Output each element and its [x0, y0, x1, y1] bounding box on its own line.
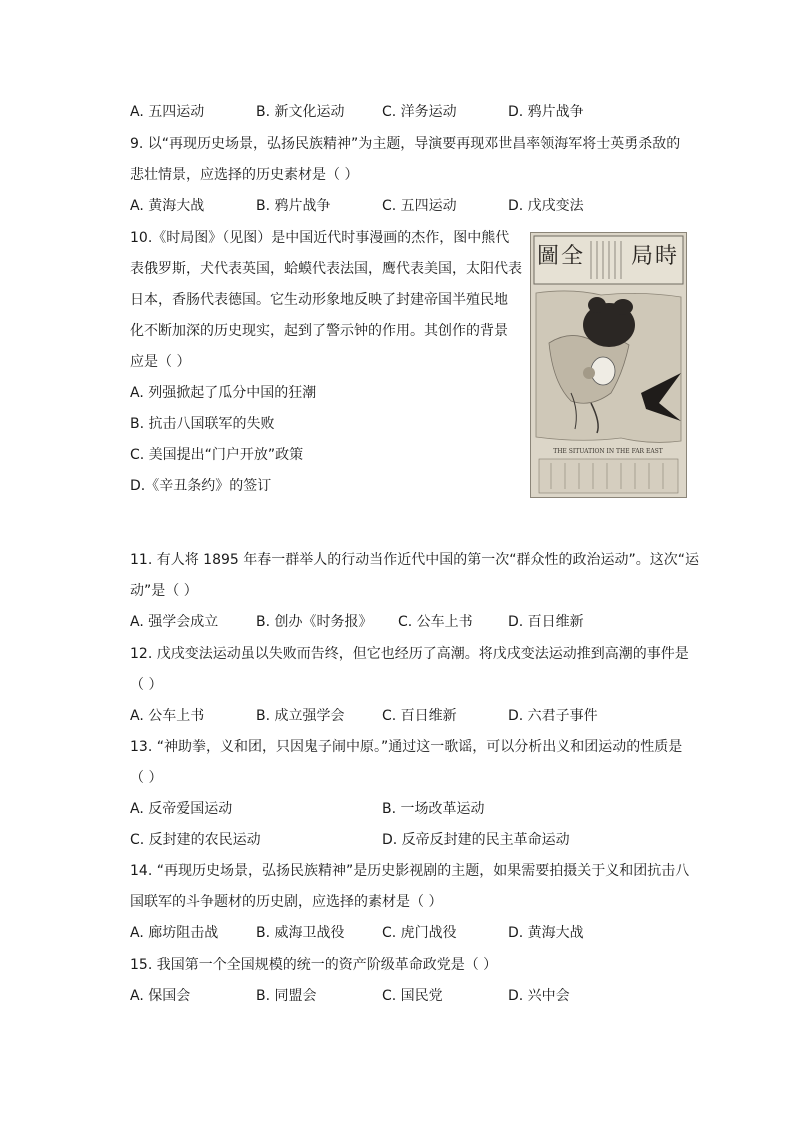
q14-option-c: C. 虎门战役 — [382, 925, 457, 941]
q8-option-b: B. 新文化运动 — [256, 104, 345, 120]
q12-option-b: B. 成立强学会 — [256, 708, 345, 724]
q11-option-c: C. 公车上书 — [398, 614, 473, 630]
q14-option-a: A. 廊坊阻击战 — [130, 925, 219, 941]
q13-option-a: A. 反帝爱国运动 — [130, 801, 233, 817]
q13-option-c: C. 反封建的农民运动 — [130, 832, 261, 848]
q11-option-a: A. 强学会成立 — [130, 614, 219, 630]
q11-stem-line1: 11. 有人将 1895 年春一群举人的行动当作近代中国的第一次“群众性的政治运动”。这次“运 — [130, 552, 700, 568]
q13-option-d: D. 反帝反封建的民主革命运动 — [382, 832, 570, 848]
q9-option-b: B. 鸦片战争 — [256, 198, 331, 214]
q10-stem-line3: 日本，香肠代表德国。它生动形象地反映了封建帝国半殖民地 — [130, 292, 508, 308]
q8-option-c: C. 洋务运动 — [382, 104, 457, 120]
q13-stem-line1: 13. “神助拳，义和团，只因鬼子闹中原。”通过这一歌谣，可以分析出义和团运动的性质是 — [130, 739, 683, 755]
q9-stem-line1: 9. 以“再现历史场景，弘扬民族精神”为主题，导演要再现邓世昌率领海军将士英勇杀敌的 — [130, 136, 681, 152]
q15-option-a: A. 保国会 — [130, 988, 191, 1004]
q12-option-c: C. 百日维新 — [382, 708, 457, 724]
q14-stem-line2: 国联军的斗争题材的历史剧，应选择的素材是（ ） — [130, 894, 443, 910]
q9-option-d: D. 戊戌变法 — [508, 198, 584, 214]
q10-option-c: C. 美国提出“门户开放”政策 — [130, 447, 304, 463]
cartoon-title-char-3: 圖 — [537, 244, 560, 269]
q11-stem-line2: 动”是（ ） — [130, 583, 198, 599]
q14-option-b: B. 威海卫战役 — [256, 925, 345, 941]
q9-option-a: A. 黄海大战 — [130, 198, 205, 214]
q12-stem-line2: （ ） — [130, 677, 163, 693]
q15-option-c: C. 国民党 — [382, 988, 443, 1004]
q10-stem-line4: 化不断加深的历史现实，起到了警示钟的作用。其创作的背景 — [130, 323, 508, 339]
q10-stem-line5: 应是（ ） — [130, 354, 191, 370]
q10-stem-line1: 10.《时局图》（见图）是中国近代时事漫画的杰作，图中熊代 — [130, 230, 510, 246]
q8-option-d: D. 鸦片战争 — [508, 104, 584, 120]
q11-option-b: B. 创办《时务报》 — [256, 614, 373, 630]
q15-option-d: D. 兴中会 — [508, 988, 570, 1004]
q10-option-b: B. 抗击八国联军的失败 — [130, 416, 275, 432]
cartoon-title-char-0: 時 — [655, 244, 678, 269]
q12-stem-line1: 12. 戊戌变法运动虽以失败而告终，但它也经历了高潮。将戊戌变法运动推到高潮的事件是 — [130, 646, 689, 662]
shiju-tu-cartoon-image — [530, 232, 687, 498]
cartoon-caption: THE SITUATION IN THE FAR EAST — [553, 448, 663, 455]
cartoon-title-char-1: 局 — [631, 244, 654, 269]
q15-stem-line1: 15. 我国第一个全国规模的统一的资产阶级革命政党是（ ） — [130, 957, 498, 973]
q8-option-a: A. 五四运动 — [130, 104, 205, 120]
q9-stem-line2: 悲壮情景，应选择的历史素材是（ ） — [130, 167, 359, 183]
q14-stem-line1: 14. “再现历史场景，弘扬民族精神”是历史影视剧的主题，如果需要拍摄关于义和团抗击八 — [130, 863, 690, 879]
q10-option-d: D.《辛丑条约》的签订 — [130, 478, 272, 494]
q14-option-d: D. 黄海大战 — [508, 925, 584, 941]
q10-stem-line2: 表俄罗斯，犬代表英国，蛤蟆代表法国，鹰代表美国，太阳代表 — [130, 261, 522, 277]
q15-option-b: B. 同盟会 — [256, 988, 317, 1004]
q11-option-d: D. 百日维新 — [508, 614, 584, 630]
q9-option-c: C. 五四运动 — [382, 198, 457, 214]
q13-option-b: B. 一场改革运动 — [382, 801, 485, 817]
q12-option-a: A. 公车上书 — [130, 708, 205, 724]
cartoon-title-char-2: 全 — [561, 244, 584, 269]
q13-stem-line2: （ ） — [130, 770, 163, 786]
q12-option-d: D. 六君子事件 — [508, 708, 598, 724]
q10-option-a: A. 列强掀起了瓜分中国的狂潮 — [130, 385, 317, 401]
